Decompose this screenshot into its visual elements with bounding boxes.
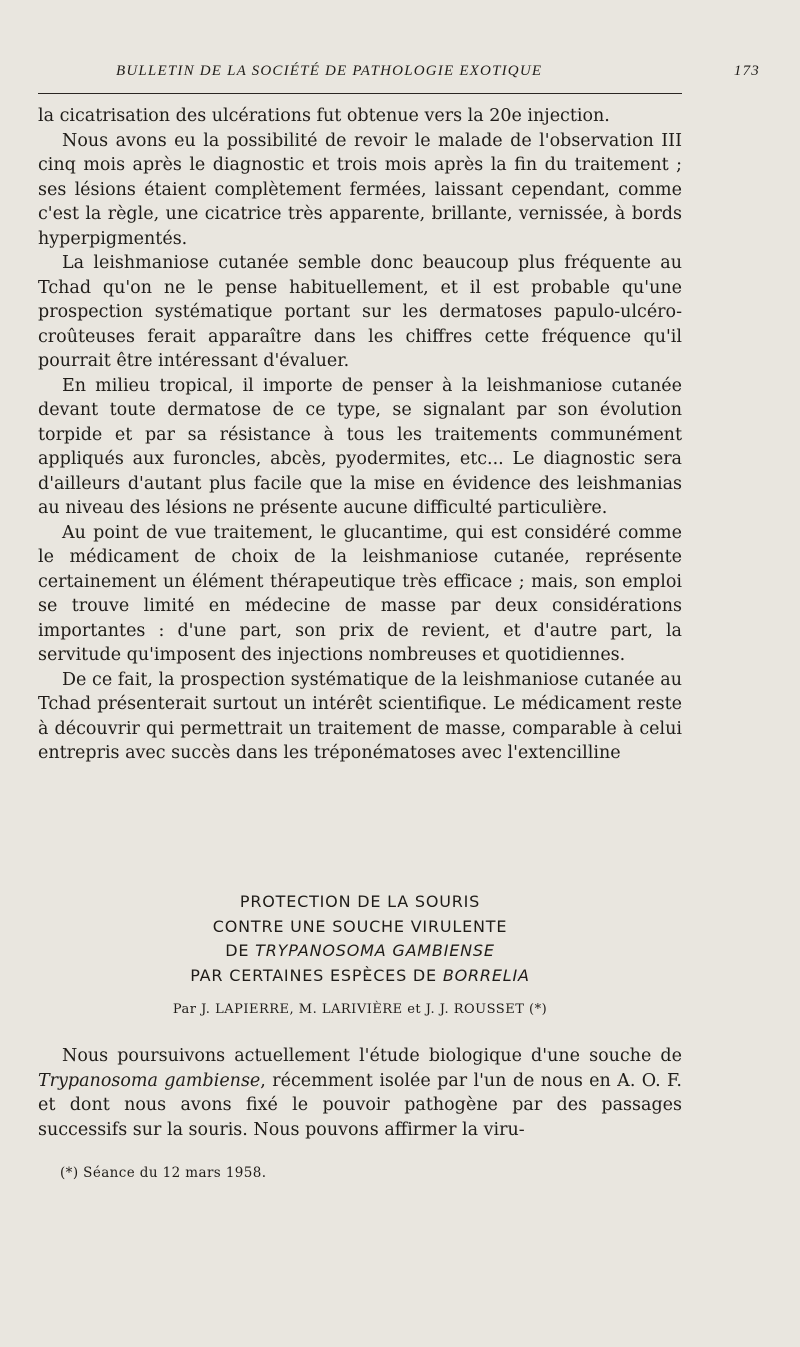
- species-name: Trypanosoma gambiense: [38, 1070, 261, 1091]
- article-text: [38, 1044, 682, 1142]
- species-name: TRYPANOSOMA GAMBIENSE: [255, 941, 495, 960]
- text-run: Nous poursuivons actuellement l'étude biologique d'une souche de: [62, 1046, 682, 1066]
- title-line: PROTECTION DE LA SOURIS: [239, 892, 481, 911]
- running-title: BULLETIN DE LA SOCIÉTÉ DE PATHOLOGIE EXOTIQUE: [116, 63, 543, 79]
- article-authors: Par J. LAPIERRE, M. LARIVIÈRE et J. J. ROUSSET (*): [172, 1002, 548, 1017]
- paragraph: Nous avons eu la possibilité de revoir le malade de l'observation III cinq mois après le diagnostic et trois mois après la fin du traitement ; ses lésions étaient complètement fermées, laissant cependant, comme c'est la règle, une cicatrice très apparente, brillante, vernissée, à bords hyperpigmentés.: [38, 130, 682, 249]
- title-prefix: DE: [225, 941, 250, 960]
- paragraph: En milieu tropical, il importe de penser à la leishmaniose cutanée devant toute dermatose de ce type, se signalant par son évolution torpide et par sa résistance à tous les traitements communément appliqués aux furoncles, abcès, pyodermites, etc... Le diagnostic sera d'ailleurs d'autant plus facile que la mise en évidence des leishmanias au niveau des lésions ne présente aucune difficulté particulière.: [38, 375, 682, 518]
- header-rule: [38, 93, 682, 94]
- title-line: [38, 964, 682, 989]
- paragraph: De ce fait, la prospection systématique de la leishmaniose cutanée au Tchad présenterait surtout un intérêt scientifique. Le médicament reste à découvrir qui permettrait un traitement de masse, comparable à celui entrepris avec succès dans les tréponématoses avec l'extencilline: [38, 669, 682, 763]
- text-run: , récemment isolée par l'un de nous en A. O. F. et dont nous avons fixé le pouvoir pathogène par des passages successifs sur la souris. Nous pouvons affirmer la viru-: [38, 1070, 682, 1140]
- title-line: [38, 939, 682, 964]
- page-number: 173: [733, 63, 760, 79]
- paragraph: [38, 1044, 682, 1142]
- footnote: (*) Séance du 12 mars 1958.: [60, 1165, 267, 1181]
- title-prefix: PAR CERTAINES ESPÈCES DE: [190, 965, 437, 985]
- previous-article-text: [38, 104, 682, 766]
- title-line: CONTRE UNE SOUCHE VIRULENTE: [212, 916, 508, 936]
- article-title: [38, 890, 682, 988]
- paragraph: Au point de vue traitement, le glucantime, qui est considéré comme le médicament de choix de la leishmaniose cutanée, représente certainement un élément thérapeutique très efficace ; mais, son emploi se trouve limité en médecine de masse par deux considérations importantes : d'une part, son prix de revient, et d'autre part, la servitude qu'imposent des injections nombreuses et quotidiennes.: [38, 522, 682, 665]
- running-head: [38, 63, 760, 80]
- paragraph: la cicatrisation des ulcérations fut obtenue vers la 20e injection.: [38, 106, 610, 126]
- genus-name: BORRELIA: [442, 965, 530, 985]
- paragraph: La leishmaniose cutanée semble donc beaucoup plus fréquente au Tchad qu'on ne le pense habituellement, et il est probable qu'une prospection systématique portant sur les dermatoses papulo-ulcéro-croûteuses ferait apparaître dans les chiffres cette fréquence qu'il pourrait être intéressant d'évaluer.: [38, 253, 682, 371]
